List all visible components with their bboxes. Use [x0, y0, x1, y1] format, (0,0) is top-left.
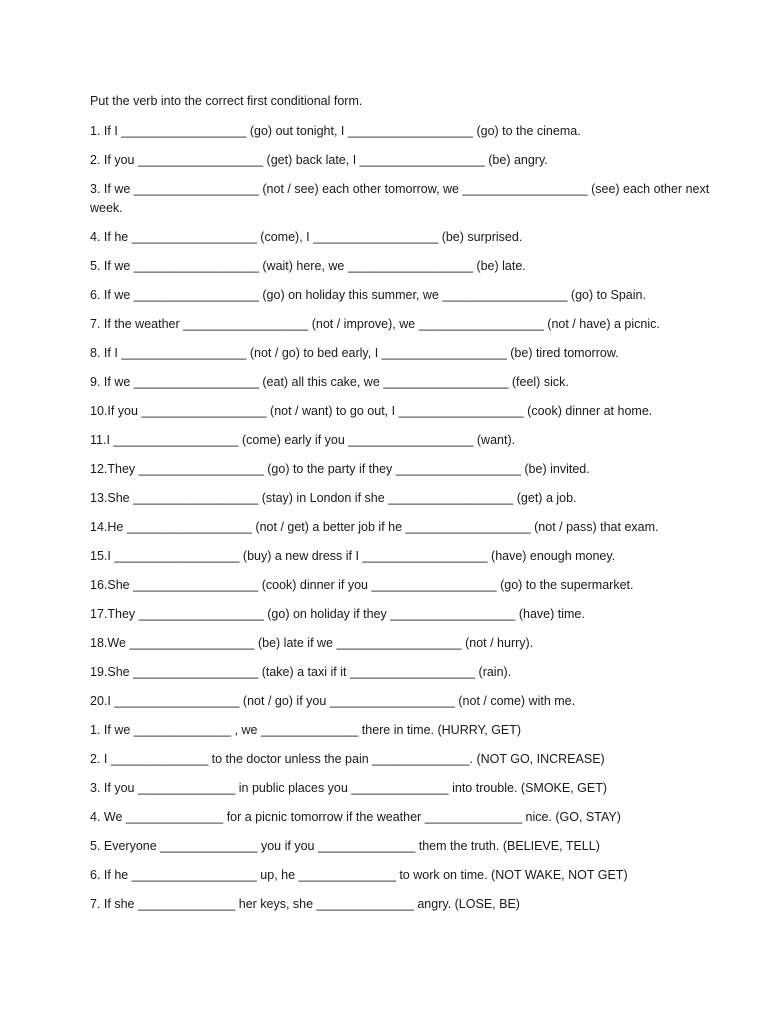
exercise-item: 17.They __________________ (go) on holiday if they __________________ (have) time.: [90, 607, 585, 621]
exercise-item: 9. If we __________________ (eat) all this cake, we __________________ (feel) sick.: [90, 375, 569, 389]
exercise-item: 8. If I __________________ (not / go) to bed early, I __________________ (be) tired tomorrow.: [90, 346, 619, 360]
exercise-item: 18.We __________________ (be) late if we __________________ (not / hurry).: [90, 636, 534, 650]
exercise-item: 11.I __________________ (come) early if you __________________ (want).: [90, 433, 516, 447]
exercise-item: 12.They __________________ (go) to the party if they __________________ (be) invited.: [90, 462, 590, 476]
exercise-item: 2. I ______________ to the doctor unless the pain ______________. (NOT GO, INCREASE): [90, 752, 605, 766]
exercise-item: 3. If we __________________ (not / see) each other tomorrow, we __________________ (see) each other next week.: [90, 182, 710, 215]
exercise-item: 10.If you __________________ (not / want) to go out, I __________________ (cook) dinner at home.: [90, 404, 653, 418]
exercise-item: 15.I __________________ (buy) a new dress if I __________________ (have) enough money.: [90, 549, 616, 563]
exercise-item: 7. If she ______________ her keys, she ______________ angry. (LOSE, BE): [90, 897, 520, 911]
worksheet: [90, 93, 710, 924]
exercise-item: 4. We ______________ for a picnic tomorrow if the weather ______________ nice. (GO, STAY): [90, 810, 621, 824]
exercise-item: 1. If I __________________ (go) out tonight, I __________________ (go) to the cinema.: [90, 124, 581, 138]
exercise-item: 7. If the weather __________________ (not / improve), we __________________ (not / have) a picnic.: [90, 317, 660, 331]
exercise-item: 16.She __________________ (cook) dinner if you __________________ (go) to the supermarket.: [90, 578, 634, 592]
exercise-item: 13.She __________________ (stay) in London if she __________________ (get) a job.: [90, 491, 577, 505]
exercise-item: 14.He __________________ (not / get) a better job if he __________________ (not / pass) that exam.: [90, 520, 659, 534]
exercise-item: 3. If you ______________ in public places you ______________ into trouble. (SMOKE, GET): [90, 781, 608, 795]
instruction-text: Put the verb into the correct first conditional form.: [90, 94, 363, 108]
exercise-item: 6. If we __________________ (go) on holiday this summer, we __________________ (go) to Spain.: [90, 288, 646, 302]
exercise-item: 19.She __________________ (take) a taxi if it __________________ (rain).: [90, 665, 512, 679]
exercise-item: 2. If you __________________ (get) back late, I __________________ (be) angry.: [90, 153, 548, 167]
exercise-item: 5. If we __________________ (wait) here, we __________________ (be) late.: [90, 259, 526, 273]
exercise-item: 20.I __________________ (not / go) if you __________________ (not / come) with me.: [90, 694, 576, 708]
exercise-item: 4. If he __________________ (come), I __________________ (be) surprised.: [90, 230, 523, 244]
exercise-item: 1. If we ______________ , we ______________ there in time. (HURRY, GET): [90, 723, 522, 737]
exercise-item: 6. If he __________________ up, he ______________ to work on time. (NOT WAKE, NOT GET): [90, 868, 628, 882]
exercise-item: 5. Everyone ______________ you if you ______________ them the truth. (BELIEVE, TELL): [90, 839, 600, 853]
